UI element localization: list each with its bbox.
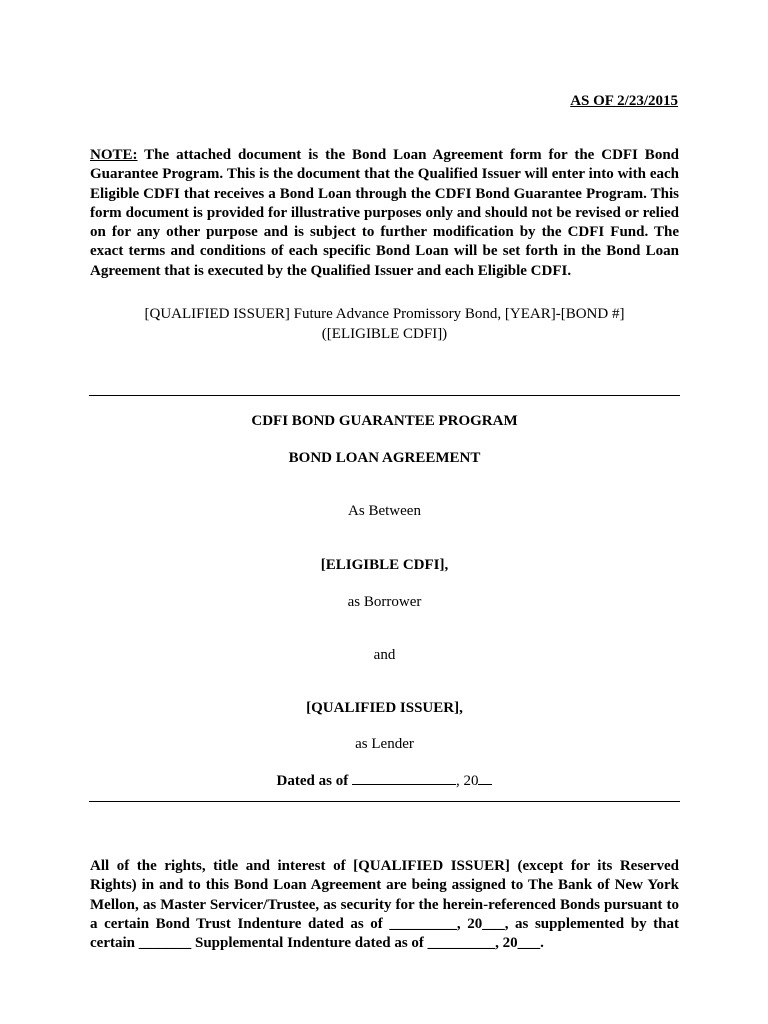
program-title: CDFI BOND GUARANTEE PROGRAM xyxy=(251,413,518,429)
top-divider xyxy=(89,395,680,396)
borrower-name: [ELIGIBLE CDFI], xyxy=(320,557,449,573)
dated-mid: , 20 xyxy=(455,773,479,789)
borrower-role: as Borrower xyxy=(347,594,422,610)
bond-title-line1: [QUALIFIED ISSUER] Future Advance Promissory Bond, [YEAR]-[BOND #] xyxy=(144,306,625,322)
lender-name: [QUALIFIED ISSUER], xyxy=(306,700,463,716)
bond-title-line2: ([ELIGIBLE CDFI]) xyxy=(321,326,448,342)
note-label: NOTE: xyxy=(90,147,138,163)
bottom-divider xyxy=(89,801,680,802)
year-blank xyxy=(478,771,492,785)
agreement-title: BOND LOAN AGREEMENT xyxy=(288,450,481,466)
note-text: The attached document is the Bond Loan Agreement form for the CDFI Bond Guarantee Program. This is the document that the Qualified Issuer will enter into with each Eligible CDFI that receives a Bond Loan through the CDFI Bond Guarantee Program. This form document is provided for illustrative purposes only and should not be revised or relied on for any other purpose and is subject to further modification by the CDFI Fund. The exact terms and conditions of each specific Bond Loan will be set forth in the Bond Loan Agreement that is executed by the Qualified Issuer and each Eligible CDFI. xyxy=(90,147,679,279)
and-text: and xyxy=(373,647,396,663)
note-paragraph xyxy=(90,146,679,281)
assignment-paragraph: All of the rights, title and interest of [QUALIFIED ISSUER] (except for its Reserved Rights) in and to this Bond Loan Agreement are being assigned to The Bank of New York Mellon, as Master Servicer/Trustee, as security for the herein-referenced Bonds pursuant to a certain Bond Trust Indenture dated as of _________, 20___, as supplemented by that certain _______ Supplemental Indenture dated as of _________, 20___. xyxy=(90,858,679,952)
dated-line xyxy=(90,771,679,790)
date-blank xyxy=(352,771,456,785)
lender-role: as Lender xyxy=(355,736,414,752)
dated-prefix: Dated as of xyxy=(276,773,352,789)
as-between-text: As Between xyxy=(348,503,421,519)
as-of-date: AS OF 2/23/2015 xyxy=(570,93,678,109)
